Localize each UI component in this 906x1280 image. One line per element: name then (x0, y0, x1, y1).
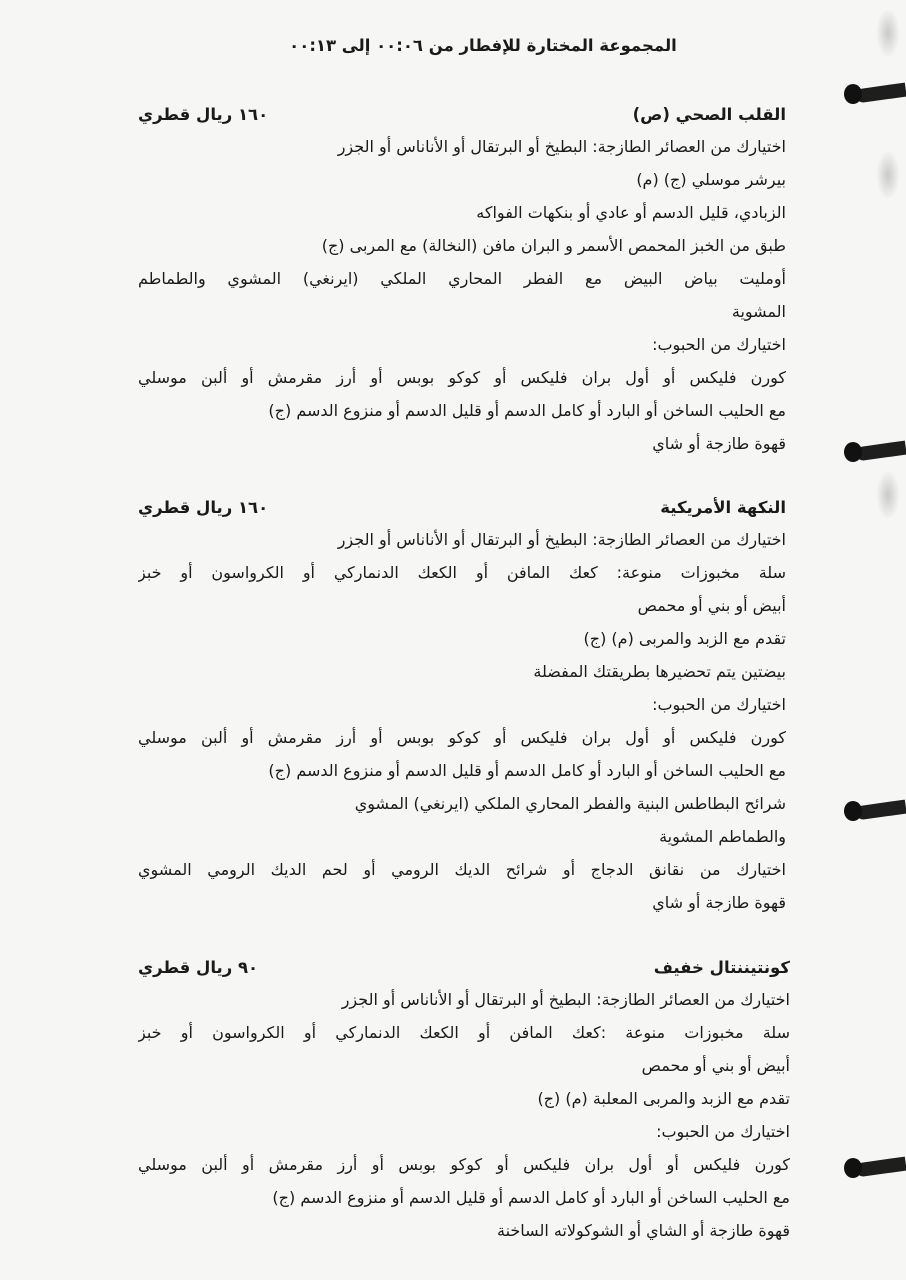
section-title: النكهة الأمريكية (660, 498, 786, 517)
section-title-row (138, 493, 786, 523)
section-title-row (138, 953, 790, 983)
menu-line: سلة مخبوزات منوعة: كعك المافن أو الكعك الدنماركي أو الكرواسون أو خبز (138, 563, 786, 582)
menu-line: والطماطم المشوية (659, 827, 786, 846)
menu-line: بيرشر موسلي (ج) (م) (636, 170, 786, 189)
menu-line: سلة مخبوزات منوعة :كعك المافن أو الكعك الدنماركي أو الكرواسون أو خبز (138, 1023, 790, 1042)
menu-section-american-flavor (138, 493, 786, 919)
scan-smudge (876, 8, 900, 58)
binder-ring-icon (844, 78, 906, 108)
page-title: المجموعة المختارة للإفطار من ٠٠:٠٦ إلى ٠٠:١٣ (289, 36, 677, 55)
menu-line: طبق من الخبز المحمص الأسمر و البران مافن (النخالة) مع المربى (ج) (321, 236, 786, 255)
menu-line: كورن فليكس أو أول بران فليكس أو كوكو بوبس أو أرز مقرمش أو ألبن موسلي (138, 728, 786, 747)
menu-line: تقدم مع الزبد والمربى المعلبة (م) (ج) (537, 1089, 790, 1108)
menu-line: شرائح البطاطس البنية والفطر المحاري الملكي (ايرنغي) المشوي (354, 794, 786, 813)
menu-line: اختيارك من الحبوب: (656, 1122, 790, 1141)
menu-line: مع الحليب الساخن أو البارد أو كامل الدسم أو قليل الدسم أو منزوع الدسم (ج) (268, 401, 786, 420)
menu-line: مع الحليب الساخن أو البارد أو كامل الدسم أو قليل الدسم أو منزوع الدسم (ج) (268, 761, 786, 780)
scan-smudge (876, 150, 900, 200)
section-title: القلب الصحي (ص) (632, 105, 786, 124)
binder-ring-icon (844, 436, 906, 466)
binder-ring-icon (844, 795, 906, 825)
section-price: ٩٠ ريال قطري (138, 958, 259, 977)
menu-line: أومليت بياض البيض مع الفطر المحاري الملكي (ايرنغي) المشوي والطماطم (138, 269, 786, 288)
menu-line: أبيض أو بني أو محمص (641, 1056, 790, 1075)
menu-line: تقدم مع الزبد والمربى (م) (ج) (583, 629, 786, 648)
menu-line: قهوة طازجة أو الشاي أو الشوكولاته الساخنة (497, 1221, 790, 1240)
section-price: ١٦٠ ريال قطري (138, 498, 269, 517)
menu-line: اختيارك من نقانق الدجاج أو شرائح الديك الرومي أو لحم الديك الرومي المشوي (138, 860, 786, 879)
menu-line: اختيارك من العصائر الطازجة: البطيخ أو البرتقال أو الأناناس أو الجزر (341, 990, 790, 1009)
menu-section-light-continental (138, 953, 790, 1247)
menu-line: المشوية (731, 302, 786, 321)
menu-line: كورن فليكس أو أول بران فليكس أو كوكو بوبس أو أرز مقرمش أو ألبن موسلي (138, 368, 786, 387)
scan-smudge (876, 470, 900, 520)
menu-line: مع الحليب الساخن أو البارد أو كامل الدسم أو قليل الدسم أو منزوع الدسم (ج) (272, 1188, 790, 1207)
menu-line: أبيض أو بني أو محمص (637, 596, 786, 615)
section-price: ١٦٠ ريال قطري (138, 105, 269, 124)
menu-section-healthy-heart (138, 100, 786, 460)
menu-line: قهوة طازجة أو شاي (652, 893, 786, 912)
menu-line: بيضتين يتم تحضيرها بطريقتك المفضلة (533, 662, 786, 681)
menu-line: كورن فليكس أو أول بران فليكس أو كوكو بوبس أو أرز مقرمش أو ألبن موسلي (138, 1155, 790, 1174)
menu-line: اختيارك من الحبوب: (652, 335, 786, 354)
menu-line: الزبادي، قليل الدسم أو عادي أو بنكهات الفواكه (476, 203, 786, 222)
menu-line: قهوة طازجة أو شاي (652, 434, 786, 453)
menu-line: اختيارك من العصائر الطازجة: البطيخ أو البرتقال أو الأناناس أو الجزر (337, 530, 786, 549)
section-title: كونتيننتال خفيف (653, 958, 790, 977)
section-title-row (138, 100, 786, 130)
menu-line: اختيارك من الحبوب: (652, 695, 786, 714)
menu-line: اختيارك من العصائر الطازجة: البطيخ أو البرتقال أو الأناناس أو الجزر (337, 137, 786, 156)
binder-ring-icon (844, 1152, 906, 1182)
